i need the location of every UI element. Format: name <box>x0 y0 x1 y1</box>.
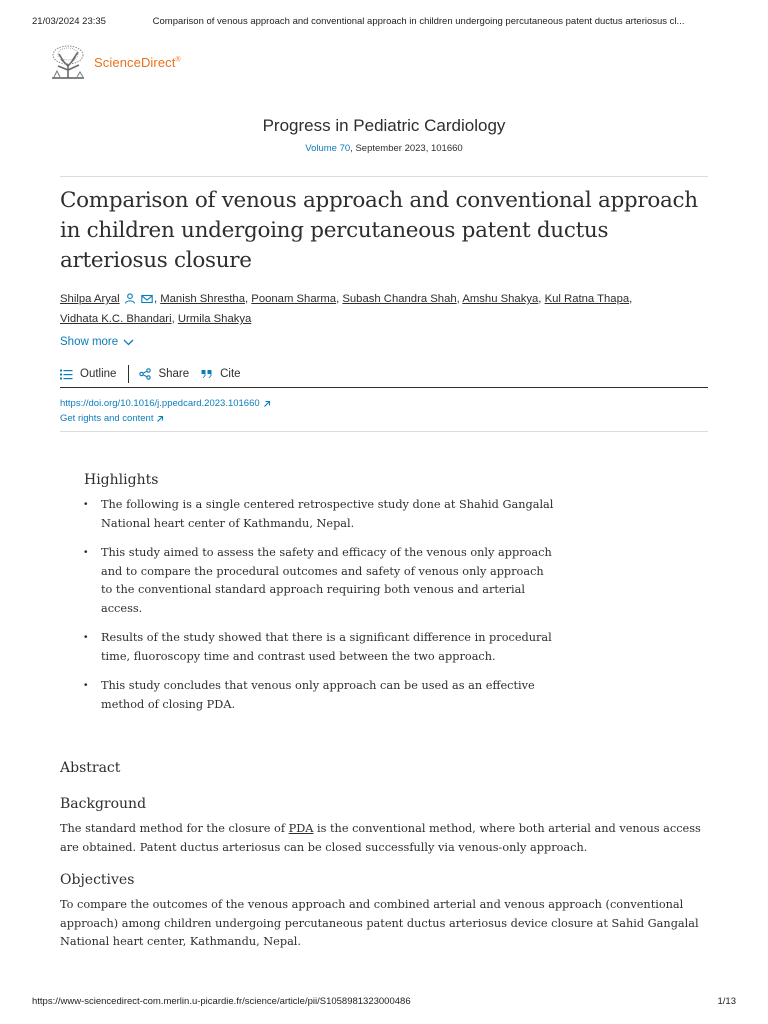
article-title: Comparison of venous approach and conventional approach in children undergoing percutaneous patent ductus arteriosus closure <box>60 188 698 273</box>
quote-icon <box>201 369 213 379</box>
email-icon[interactable] <box>141 292 153 310</box>
author-link[interactable]: Subash Chandra Shah <box>342 293 457 305</box>
outline-label: Outline <box>80 368 117 380</box>
highlight-item: • This study concludes that venous only approach can be used as an effective method of closing PDA. <box>84 677 554 714</box>
abstract-heading: Abstract <box>60 760 121 776</box>
journal-volume <box>0 143 768 154</box>
highlight-item: • Results of the study showed that there is a significant difference in procedural time, fluoroscopy time and contrast used between the two approach. <box>84 629 554 666</box>
highlights-list <box>84 496 554 714</box>
person-icon[interactable] <box>124 292 136 310</box>
print-page-title: Comparison of venous approach and conventional approach in children undergoing percutaneous patent ductus arteriosus cl... <box>152 16 685 27</box>
volume-details: , September 2023, 101660 <box>350 143 463 154</box>
doi-link[interactable]: https://doi.org/10.1016/j.ppedcard.2023.101660 <box>60 396 271 411</box>
page-number: 1/13 <box>717 996 736 1007</box>
cite-label: Cite <box>220 368 241 380</box>
background-text: The standard method for the closure of PDA is the conventional method, where both arterial and venous access are obtained. Patent ductus arteriosus can be closed successfully via venous-only approach. <box>60 822 701 854</box>
highlight-item: • This study aimed to assess the safety and efficacy of the venous only approach and to compare the procedural outcomes and safety of venous only approach to the conventional standard approach requiring both venous and arterial access. <box>84 544 554 618</box>
author-link[interactable]: Amshu Shakya <box>462 293 539 305</box>
journal-name[interactable]: Progress in Pediatric Cardiology <box>262 116 506 135</box>
objectives-text: To compare the outcomes of the venous approach and combined arterial and venous approach (conventional approach) among children undergoing percutaneous patent ductus arteriosus device closure at Sahid Gangalal National heart center, Kathmandu, Nepal. <box>60 898 699 948</box>
share-icon <box>139 368 151 380</box>
journal-info <box>0 116 768 154</box>
author-link[interactable]: Shilpa Aryal <box>60 293 120 305</box>
highlights-heading: Highlights <box>84 472 159 488</box>
divider <box>60 431 708 432</box>
brand-name: ScienceDirect® <box>94 54 181 70</box>
show-more-button[interactable] <box>60 336 134 348</box>
chevron-down-icon <box>123 339 134 346</box>
pda-glossary-link[interactable]: PDA <box>288 822 314 835</box>
toolbar-underline <box>60 387 708 388</box>
print-footer <box>32 996 736 1007</box>
author-link[interactable]: Kul Ratna Thapa <box>544 293 630 305</box>
print-header <box>32 16 738 27</box>
rights-link[interactable]: Get rights and content <box>60 411 271 426</box>
abstract-section <box>60 760 710 967</box>
toolbar-separator <box>128 365 129 383</box>
share-button[interactable] <box>139 368 189 380</box>
share-label: Share <box>158 368 190 380</box>
author-link[interactable]: Vidhata K.C. Bhandari <box>60 313 172 325</box>
objectives-heading: Objectives <box>60 872 135 888</box>
article-links <box>60 396 271 426</box>
background-heading: Background <box>60 796 147 812</box>
volume-link[interactable]: Volume 70 <box>305 143 351 154</box>
highlights-section <box>84 472 554 725</box>
author-link[interactable]: Manish Shrestha <box>160 293 245 305</box>
highlight-item: • The following is a single centered retrospective study done at Shahid Gangalal National heart center of Kathmandu, Nepal. <box>84 496 554 533</box>
article-toolbar <box>60 364 241 384</box>
show-more-label: Show more <box>60 336 119 348</box>
outline-button[interactable] <box>60 368 116 380</box>
sciencedirect-logo[interactable] <box>48 44 181 80</box>
external-link-icon <box>156 415 164 423</box>
list-icon <box>60 369 73 380</box>
external-link-icon <box>263 400 271 408</box>
author-link[interactable]: Poonam Sharma <box>251 293 337 305</box>
cite-button[interactable] <box>201 368 240 380</box>
author-list: Shilpa Aryal , Manish Shrestha, Poonam Sharma, Subash Chandra Shah, Amshu Shakya, Kul Ratna Thapa, Vidhata K.C. Bhandari, Urmila Shakya <box>60 293 633 325</box>
divider <box>60 176 708 177</box>
print-datetime: 21/03/2024 23:35 <box>32 16 106 27</box>
author-link[interactable]: Urmila Shakya <box>177 313 252 325</box>
elsevier-tree-icon <box>48 44 88 80</box>
print-url: https://www-sciencedirect-com.merlin.u-picardie.fr/science/article/pii/S1058981323000486 <box>32 996 411 1007</box>
